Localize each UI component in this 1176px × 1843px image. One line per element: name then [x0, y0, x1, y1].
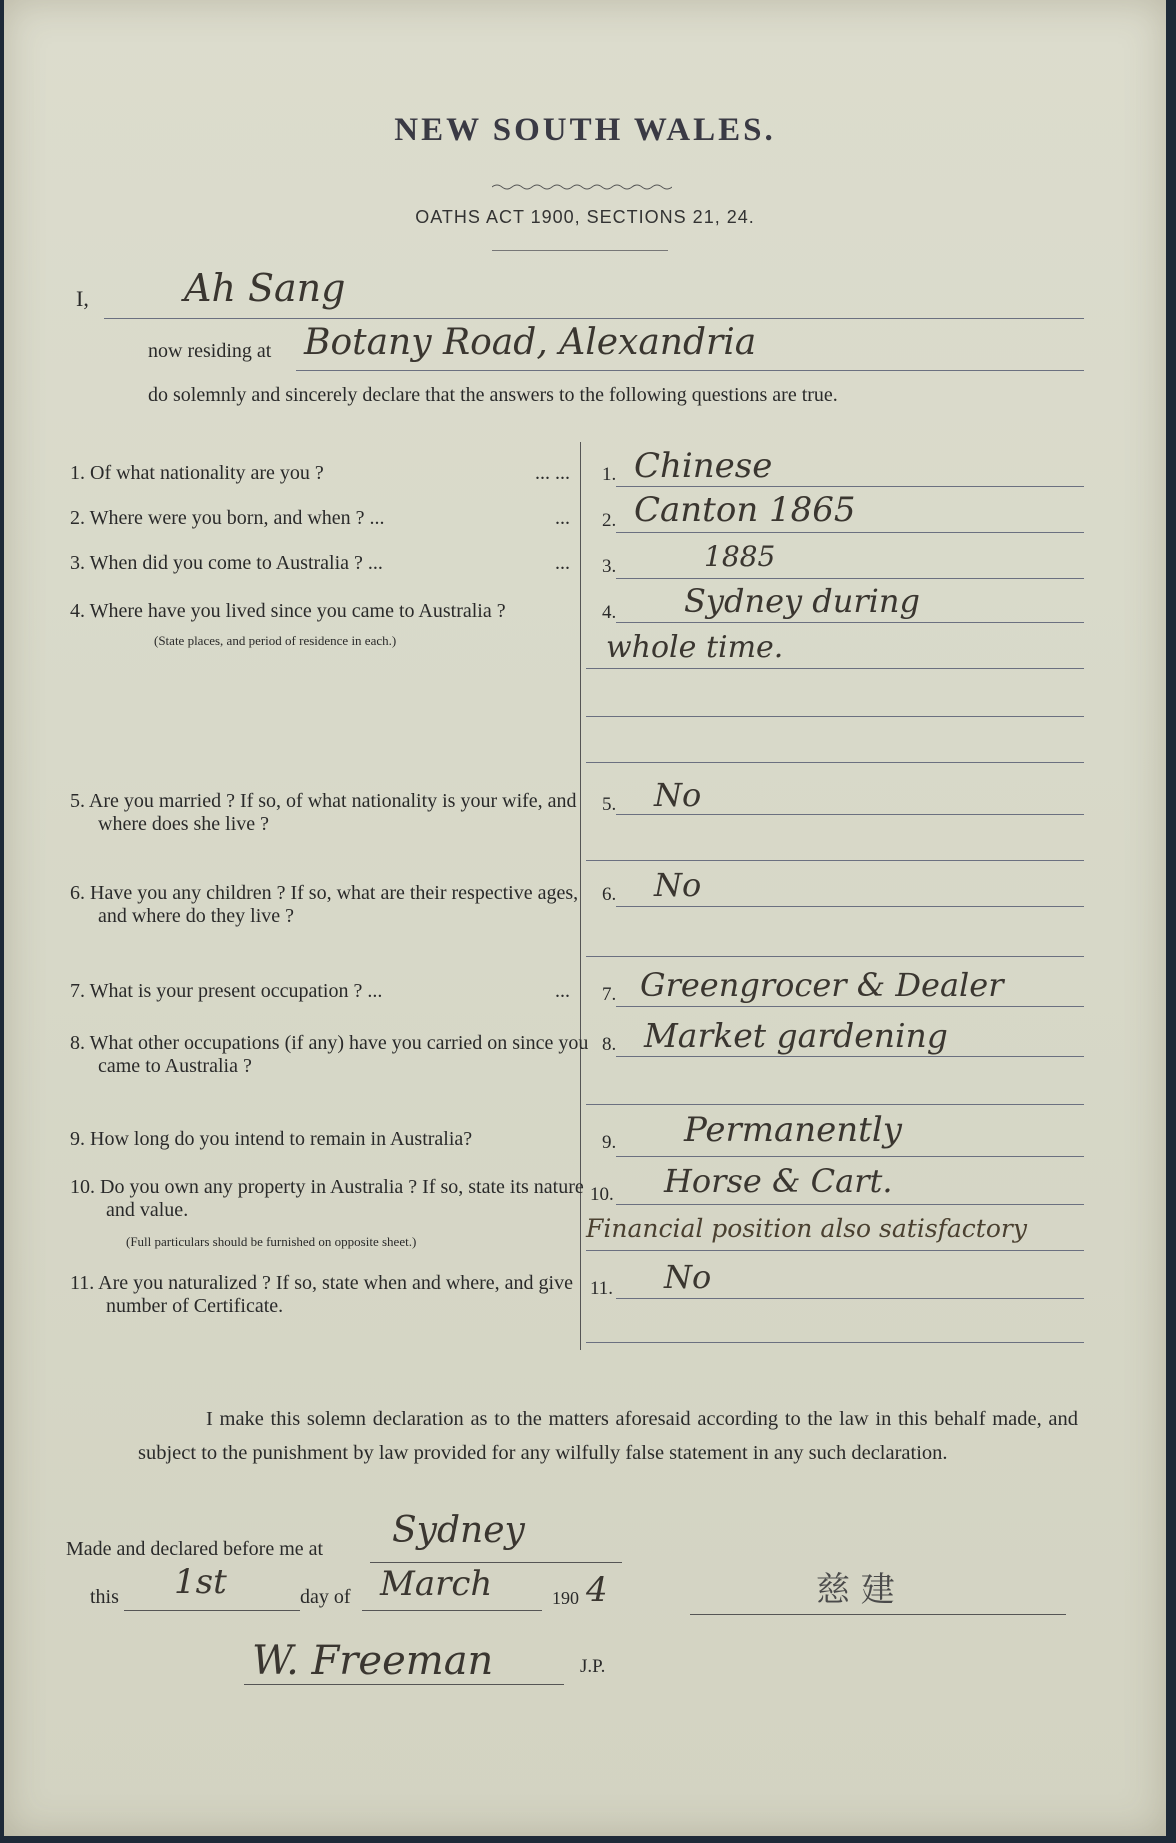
question-11: 11. Are you naturalized ? If so, state when and where, and give number of Certificate.	[70, 1272, 573, 1317]
question-7: 7. What is your present occupation ? ... ...	[70, 980, 570, 1002]
declarant-signature-line	[690, 1614, 1066, 1615]
answer-4-line-3	[586, 716, 1084, 717]
answer-6: No	[654, 866, 702, 904]
answer-4-line-4	[586, 762, 1084, 763]
answer-7-num: 7.	[602, 984, 617, 1005]
question-4: 4. Where have you lived since you came to Australia ? (State places, and period of residence in each.)	[70, 600, 506, 648]
declared-place: Sydney	[392, 1510, 525, 1551]
answer-3-num: 3.	[602, 556, 617, 577]
answer-7: Greengrocer & Dealer	[640, 966, 1004, 1004]
declarant-signature: 慈 建	[816, 1570, 895, 1610]
i-label: I,	[76, 286, 89, 311]
answer-5-num: 5.	[602, 794, 617, 815]
question-8: 8. What other occupations (if any) have you carried on since you came to Australia ?	[70, 1032, 589, 1077]
question-5: 5. Are you married ? If so, of what nationality is your wife, and where does she live ?	[70, 790, 577, 835]
answer-4: Sydney during	[684, 582, 920, 620]
answer-5-line	[616, 814, 1084, 815]
address-value: Botany Road, Alexandria	[304, 322, 757, 363]
made-declared-label: Made and declared before me at	[66, 1538, 324, 1560]
day-of-label: day of	[300, 1586, 351, 1608]
question-6: 6. Have you any children ? If so, what are their respective ages, and where do they live ?	[70, 882, 579, 927]
title-flourish	[492, 178, 672, 186]
answer-6-line-2	[586, 956, 1084, 957]
answer-9: Permanently	[684, 1110, 902, 1150]
year-suffix: 4	[586, 1570, 608, 1610]
answer-4-line-2	[586, 668, 1084, 669]
answer-6-num: 6.	[602, 884, 617, 905]
answer-7-line	[616, 1006, 1084, 1007]
answer-11-line-2	[586, 1342, 1084, 1343]
question-2: 2. Where were you born, and when ? ... ...	[70, 507, 570, 529]
answer-3-line	[616, 578, 1084, 579]
answer-4-continued: whole time.	[606, 630, 784, 665]
declared-month: March	[380, 1564, 493, 1604]
answer-1: Chinese	[634, 446, 773, 486]
declaration-form	[4, 0, 1166, 1836]
question-10: 10. Do you own any property in Australia ? If so, state its nature and value. (Full particulars should be furnished on opposite sheet.)	[70, 1176, 584, 1249]
declare-text: do solemnly and sincerely declare that the answers to the following questions are true.	[148, 384, 838, 406]
answer-11: No	[664, 1258, 712, 1296]
answer-6-line	[616, 906, 1084, 907]
question-9: 9. How long do you intend to remain in Australia?	[70, 1128, 473, 1150]
answer-10-continued: Financial position also satisfactory	[586, 1214, 1027, 1243]
question-3: 3. When did you come to Australia ? ... ...	[70, 552, 570, 574]
declared-day: 1st	[174, 1562, 227, 1602]
answer-10: Horse & Cart.	[664, 1162, 893, 1200]
answer-8-num: 8.	[602, 1034, 617, 1055]
answer-2: Canton 1865	[634, 490, 856, 530]
residing-label: now residing at	[148, 340, 272, 362]
form-title: NEW SOUTH WALES.	[394, 112, 776, 148]
question-1: 1. Of what nationality are you ? ... ...	[70, 462, 570, 484]
answer-8: Market gardening	[644, 1016, 948, 1055]
answer-4-line	[616, 622, 1084, 623]
answer-1-line	[616, 486, 1084, 487]
month-line	[362, 1610, 542, 1611]
answer-11-line	[616, 1298, 1084, 1299]
answer-8-line-2	[586, 1104, 1084, 1105]
answer-5-line-2	[586, 860, 1084, 861]
declaration-text: I make this solemn declaration as to the matters aforesaid according to the law in this behalf made, and subject to the punishment by law provided for any wilfully false statement in any such declaration.	[138, 1408, 1078, 1464]
answer-8-line	[616, 1056, 1084, 1057]
jp-label: J.P.	[580, 1656, 606, 1677]
address-line	[296, 370, 1084, 371]
answer-10-line-2	[586, 1250, 1084, 1251]
answer-2-num: 2.	[602, 510, 617, 531]
answer-5: No	[654, 776, 702, 814]
answer-4-num: 4.	[602, 602, 617, 623]
name-line	[104, 318, 1084, 319]
jp-signature: W. Freeman	[252, 1638, 494, 1684]
year-prefix: 190	[552, 1588, 579, 1608]
subtitle-rule	[492, 250, 668, 251]
jp-signature-line	[244, 1684, 564, 1685]
answer-10-line	[616, 1204, 1084, 1205]
answer-11-num: 11.	[590, 1278, 614, 1299]
day-line	[124, 1610, 300, 1611]
declarant-name: Ah Sang	[184, 266, 346, 310]
answer-1-num: 1.	[602, 464, 617, 485]
answer-10-num: 10.	[590, 1184, 614, 1205]
this-label: this	[90, 1586, 119, 1608]
answer-3: 1885	[704, 540, 776, 573]
place-line	[370, 1562, 622, 1563]
form-subtitle: OATHS ACT 1900, SECTIONS 21, 24.	[415, 207, 755, 227]
answer-9-line	[616, 1156, 1084, 1157]
answer-2-line	[616, 532, 1084, 533]
answer-9-num: 9.	[602, 1132, 617, 1153]
